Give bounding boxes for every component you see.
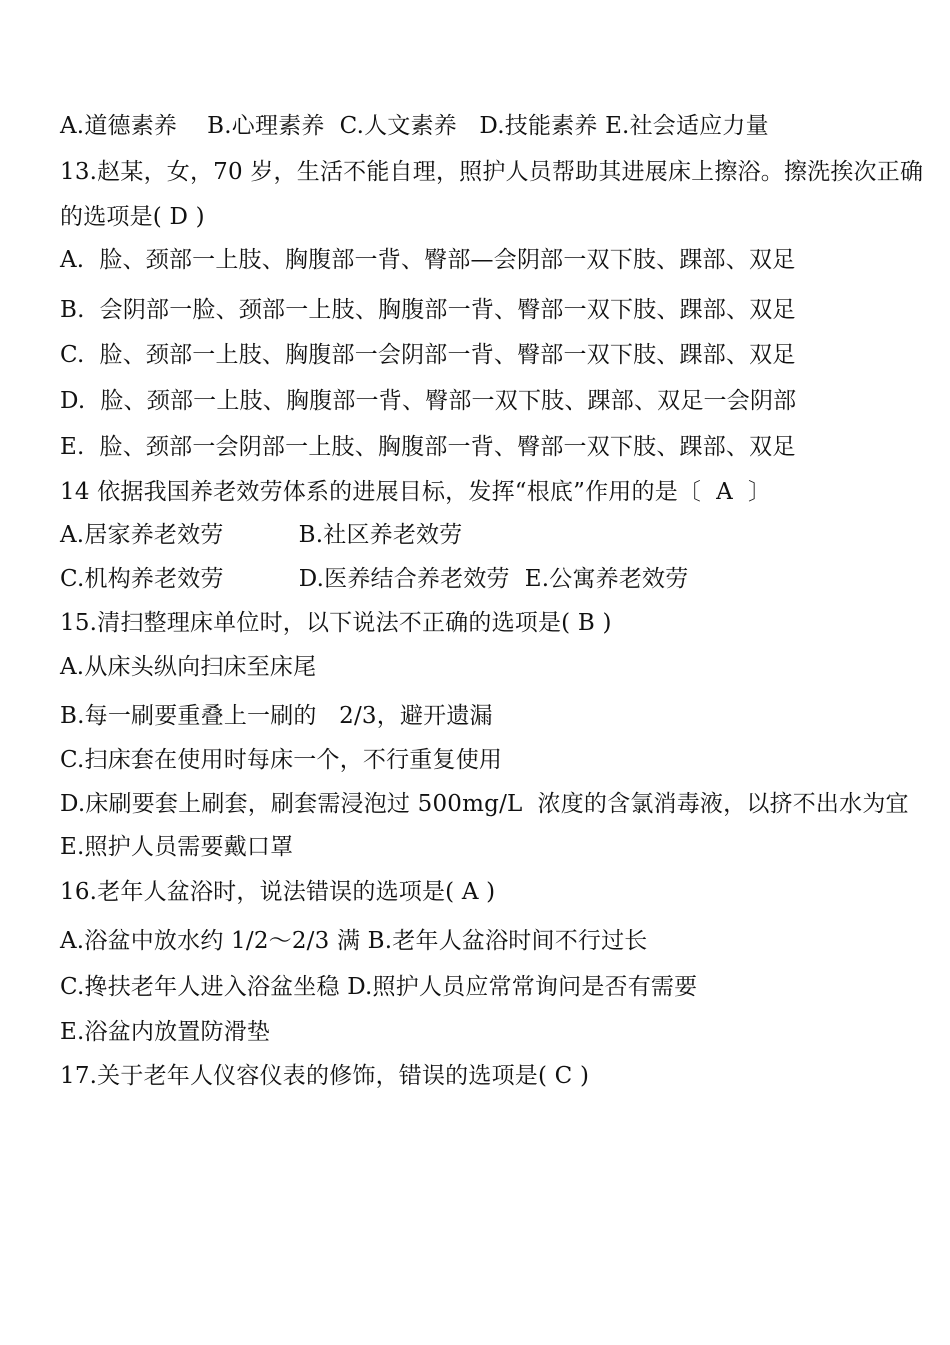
q15-option-e: E.照护人员需要戴口罩 — [60, 834, 294, 860]
q16-question: 16.老年人盆浴时，说法错误的选项是( A ) — [60, 879, 496, 905]
q14-question: 14 依据我国养老效劳体系的进展目标，发挥“根底”作用的是〔 A 〕 — [60, 479, 772, 505]
q12-options: A.道德素养 B.心理素养 C.人文素养 D.技能素养 E.社会适应力量 — [60, 113, 769, 139]
q13-option-a: A. 脸、颈部一上肢、胸腹部一背、臀部—会阴部一双下肢、踝部、双足 — [60, 247, 796, 273]
q15-option-d: D.床刷要套上刷套，刷套需浸泡过 500mg/L 浓度的含氯消毒液，以挤不出水为宜 — [60, 791, 909, 817]
q13-option-c: C. 脸、颈部一上肢、胸腹部一会阴部一背、臀部一双下肢、踝部、双足 — [60, 342, 796, 368]
q15-option-a: A.从床头纵向扫床至床尾 — [60, 654, 317, 680]
q15-option-b: B.每一刷要重叠上一刷的 2/3，避开遗漏 — [60, 703, 493, 729]
q14-options-row1: A.居家养老效劳 B.社区养老效劳 — [60, 522, 463, 548]
q13-option-e: E. 脸、颈部一会阴部一上肢、胸腹部一背、臀部一双下肢、踝部、双足 — [60, 434, 796, 460]
q13-question: 13.赵某，女，70 岁，生活不能自理，照护人员帮助其进展床上擦浴。擦洗挨次正确的选项是( D ) — [60, 159, 924, 230]
q16-options-row2: C.搀扶老年人进入浴盆坐稳 D.照护人员应常常询问是否有需要 — [60, 974, 698, 1000]
q15-question: 15.清扫整理床单位时，以下说法不正确的选项是( B ) — [60, 610, 612, 636]
q15-option-c: C.扫床套在使用时每床一个，不行重复使用 — [60, 747, 503, 773]
q13-option-b: B. 会阴部一脸、颈部一上肢、胸腹部一背、臀部一双下肢、踝部、双足 — [60, 297, 796, 323]
q16-options-row1: A.浴盆中放水约 1/2～2/3 满 B.老年人盆浴时间不行过长 — [60, 928, 648, 954]
q17-question: 17.关于老年人仪容仪表的修饰，错误的选项是( C ) — [60, 1063, 590, 1089]
q14-options-row2: C.机构养老效劳 D.医养结合养老效劳 E.公寓养老效劳 — [60, 566, 689, 592]
q13-option-d: D. 脸、颈部一上肢、胸腹部一背、臀部一双下肢、踝部、双足一会阴部 — [60, 388, 797, 414]
q16-option-e: E.浴盆内放置防滑垫 — [60, 1019, 271, 1045]
